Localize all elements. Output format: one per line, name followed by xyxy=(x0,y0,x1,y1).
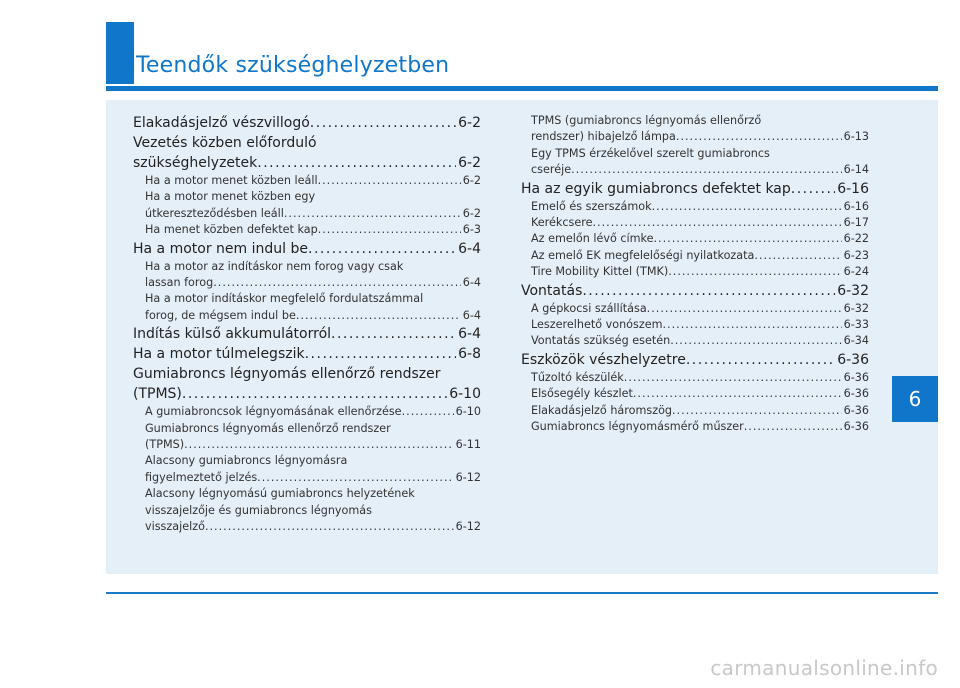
toc-subentry[interactable] xyxy=(521,317,869,333)
toc-page-number: 6-12 xyxy=(455,470,481,484)
toc-page-number: 6-10 xyxy=(455,405,481,419)
dot-leader xyxy=(686,350,835,370)
toc-section-entry[interactable] xyxy=(133,153,481,173)
toc-section-entry[interactable] xyxy=(133,239,481,259)
toc-page-number: 6-33 xyxy=(843,318,869,332)
toc-page-number: 6-23 xyxy=(843,248,869,262)
toc-subentry: Alacsony gumiabroncs légnyomásra xyxy=(145,454,348,468)
toc-page-number: 6-24 xyxy=(843,265,869,279)
toc-subentry[interactable] xyxy=(521,403,869,419)
toc-subentry[interactable] xyxy=(133,470,481,486)
toc-section-entry[interactable] xyxy=(521,350,869,370)
toc-subentry: Ha a motor menet közben egy xyxy=(145,190,316,204)
toc-page-number: 6-4 xyxy=(458,326,481,343)
dot-leader xyxy=(672,403,842,419)
toc-entry-title: útkereszteződésben leáll xyxy=(145,206,284,220)
toc-page-number: 6-17 xyxy=(843,216,869,230)
toc-subentry[interactable] xyxy=(133,519,481,535)
toc-subentry[interactable] xyxy=(133,275,481,291)
toc-entry-title: A gumiabroncsok légnyomásának ellenőrzése xyxy=(145,405,402,419)
title-rule xyxy=(106,86,938,91)
toc-section-entry: Gumiabroncs légnyomás ellenőrző rendszer xyxy=(133,366,441,383)
toc-entry-title: rendszer) hibajelző lámpa xyxy=(531,130,676,144)
toc-page-number: 6-2 xyxy=(462,174,481,187)
dot-leader xyxy=(582,281,835,301)
toc-entry-title: A gépkocsi szállítása xyxy=(531,301,647,315)
toc-page-number: 6-4 xyxy=(458,240,481,257)
dot-leader xyxy=(305,344,457,364)
toc-subentry[interactable] xyxy=(133,222,481,238)
dot-leader xyxy=(205,519,454,535)
chapter-number: 6 xyxy=(908,387,922,411)
toc-entry-title: forog, de mégsem indul be xyxy=(145,308,296,322)
toc-entry-title: Ha az egyik gumiabroncs defektet kap xyxy=(521,180,791,197)
dot-leader xyxy=(318,222,461,238)
page-title: Teendők szükséghelyzetben xyxy=(136,53,450,78)
toc-entry-title: Emelő és szerszámok xyxy=(531,199,652,213)
toc-subentry: Gumiabroncs légnyomás ellenőrző rendszer xyxy=(145,421,391,435)
chapter-tab[interactable] xyxy=(892,376,938,422)
toc-page-number: 6-8 xyxy=(458,346,481,363)
dot-leader xyxy=(571,162,842,178)
toc-section-entry[interactable] xyxy=(133,384,481,404)
toc-subentry[interactable] xyxy=(133,437,481,453)
dot-leader xyxy=(182,384,447,404)
toc-entry-title: visszajelző xyxy=(145,520,205,534)
dot-leader xyxy=(257,153,456,173)
dot-leader xyxy=(310,113,456,133)
toc-page-number: 6-14 xyxy=(843,163,869,177)
toc-entry-title: Ha menet közben defektet kap xyxy=(145,223,318,237)
dot-leader xyxy=(744,419,842,435)
toc-entry-title: (TPMS) xyxy=(145,438,185,452)
toc-subentry[interactable] xyxy=(521,248,869,264)
toc-page-number: 6-36 xyxy=(843,370,869,384)
toc-subentry[interactable] xyxy=(521,162,869,178)
toc-page-number: 6-34 xyxy=(843,334,869,348)
toc-entry-title: Az emelőn lévő címke xyxy=(531,232,654,246)
dot-leader xyxy=(647,301,842,317)
toc-entry-title: Elakadásjelző vészvillogó xyxy=(133,115,310,131)
dot-leader xyxy=(184,437,454,453)
toc-subentry[interactable] xyxy=(521,301,869,317)
toc-subentry: Ha a motor az indításkor nem forog vagy csak xyxy=(145,259,404,273)
toc-page-number: 6-3 xyxy=(462,223,481,237)
toc-subentry[interactable] xyxy=(133,404,481,420)
toc-entry-title: Ha a motor menet közben leáll xyxy=(145,174,318,187)
toc-entry-title: cseréje xyxy=(531,163,572,177)
toc-subentry[interactable] xyxy=(521,333,869,349)
toc-entry-title: (TPMS) xyxy=(133,386,182,403)
toc-entry-title: Az emelő EK megfelelőségi nyilatkozata xyxy=(531,248,755,262)
dot-leader xyxy=(592,215,841,231)
dot-leader xyxy=(402,404,454,420)
toc-entry-title: Tire Mobility Kittel (TMK) xyxy=(531,265,669,279)
toc-subentry[interactable] xyxy=(521,199,869,215)
toc-entry-title: Vontatás szükség esetén xyxy=(531,334,671,348)
toc-subentry[interactable] xyxy=(521,129,869,145)
toc-entry-title: Ha a motor nem indul be xyxy=(133,240,308,257)
toc-subentry: visszajelzője és gumiabroncs légnyomás xyxy=(145,503,372,517)
dot-leader xyxy=(676,129,842,145)
toc-section-entry[interactable] xyxy=(521,281,869,301)
toc-page-number: 6-16 xyxy=(837,180,869,197)
toc-entry-title: Vontatás xyxy=(521,282,583,299)
toc-entry-title: Eszközök vészhelyzetre xyxy=(521,351,686,368)
dot-leader xyxy=(318,173,461,189)
toc-section-entry: Vezetés közben előforduló xyxy=(133,135,317,151)
toc-page-number: 6-2 xyxy=(458,155,481,171)
dot-leader xyxy=(284,206,461,222)
toc-page-number: 6-22 xyxy=(843,232,869,246)
toc-entry-title: Ha a motor túlmelegszik xyxy=(133,346,305,363)
toc-subentry[interactable] xyxy=(133,308,481,324)
toc-section-entry[interactable] xyxy=(133,344,481,364)
dot-leader xyxy=(308,239,456,259)
dot-leader xyxy=(668,264,841,280)
toc-entry-title: figyelmeztető jelzés xyxy=(145,470,258,484)
toc-subentry[interactable] xyxy=(521,215,869,231)
dot-leader xyxy=(296,308,461,324)
dot-leader xyxy=(791,179,835,199)
toc-subentry: Alacsony légnyomású gumiabroncs helyzetének xyxy=(145,487,415,501)
toc-subentry[interactable] xyxy=(133,173,481,189)
toc-section-entry[interactable] xyxy=(133,324,481,344)
toc-page-number: 6-10 xyxy=(449,386,481,403)
toc-column-right xyxy=(521,113,869,436)
toc-page-number: 6-2 xyxy=(462,206,481,220)
toc-section-entry[interactable] xyxy=(521,179,869,199)
dot-leader xyxy=(652,199,842,215)
dot-leader xyxy=(633,386,842,402)
dot-leader xyxy=(653,231,841,247)
toc-page-number: 6-32 xyxy=(843,301,869,315)
toc-subentry: TPMS (gumiabroncs légnyomás ellenőrző xyxy=(531,114,762,127)
toc-page-number: 6-36 xyxy=(843,403,869,417)
toc-subentry: Ha a motor indításkor megfelelő fordulatszámmal xyxy=(145,292,424,306)
dot-leader xyxy=(663,317,842,333)
dot-leader xyxy=(213,275,461,291)
watermark: carmanualsonline.info xyxy=(710,656,938,680)
bottom-rule xyxy=(106,592,938,594)
dot-leader xyxy=(754,248,841,264)
toc-page-number: 6-36 xyxy=(843,387,869,401)
toc-entry-title: Indítás külső akkumulátorról xyxy=(133,326,332,343)
toc-subentry[interactable] xyxy=(521,386,869,402)
toc-page-number: 6-32 xyxy=(837,282,869,299)
toc-entry-title: Elsősegély készlet xyxy=(531,387,633,401)
chapter-header-square xyxy=(106,22,134,84)
toc-page-number: 6-12 xyxy=(455,520,481,534)
toc-entry-title: Elakadásjelző háromszög xyxy=(531,403,673,417)
toc-subentry[interactable] xyxy=(133,206,481,222)
toc-subentry: Egy TPMS érzékelővel szerelt gumiabroncs xyxy=(531,146,770,160)
toc-entry-title: szükséghelyzetek xyxy=(133,155,258,171)
dot-leader xyxy=(624,370,842,386)
toc-section-entry[interactable] xyxy=(133,113,481,133)
toc-page-number: 6-11 xyxy=(455,438,481,452)
toc-entry-title: Kerékcsere xyxy=(531,216,593,230)
toc-entry-title: lassan forog xyxy=(145,276,214,290)
toc-page-number: 6-36 xyxy=(843,420,869,434)
dot-leader xyxy=(670,333,841,349)
toc-entry-title: Leszerelhető vonószem xyxy=(531,318,663,332)
toc-subentry[interactable] xyxy=(521,264,869,280)
toc-page-number: 6-13 xyxy=(843,130,869,144)
toc-page-number: 6-36 xyxy=(837,351,869,368)
toc-entry-title: Gumiabroncs légnyomásmérő műszer xyxy=(531,420,744,434)
toc-page-number: 6-2 xyxy=(458,115,481,131)
toc-column-left xyxy=(133,113,481,536)
dot-leader xyxy=(257,470,453,486)
toc-subentry[interactable] xyxy=(521,231,869,247)
dot-leader xyxy=(331,324,456,344)
toc-page-number: 6-4 xyxy=(462,276,481,290)
toc-entry-title: Tűzoltó készülék xyxy=(531,370,624,384)
toc-page-number: 6-4 xyxy=(462,308,481,322)
toc-subentry[interactable] xyxy=(521,370,869,386)
toc-subentry[interactable] xyxy=(521,419,869,435)
toc-page-number: 6-16 xyxy=(843,199,869,213)
